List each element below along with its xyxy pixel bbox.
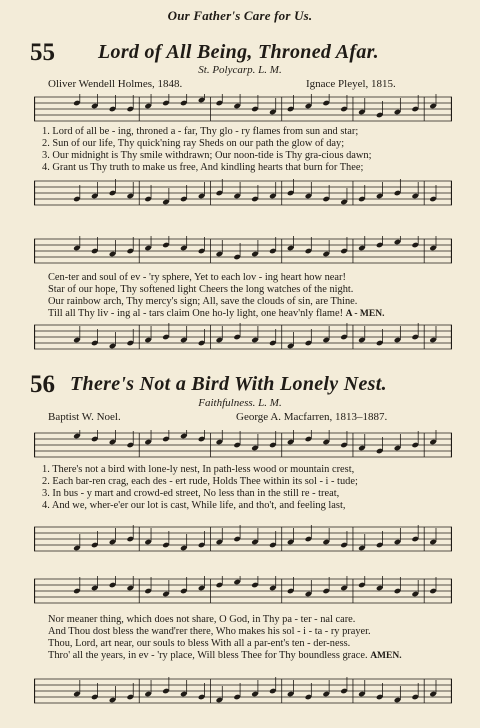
- music-note: [127, 683, 135, 700]
- music-note: [429, 326, 437, 343]
- music-note: [394, 326, 402, 343]
- music-note: [73, 430, 81, 439]
- music-note: [109, 332, 117, 349]
- music-note: [322, 240, 330, 257]
- music-note: [198, 430, 206, 442]
- hymn-number: 56: [30, 371, 55, 398]
- music-note: [73, 94, 81, 106]
- verse-line: Till all Thy liv - ing al - tars claim One ho-ly light, one heav'nly flame!: [48, 308, 344, 319]
- music-note: [305, 237, 313, 254]
- music-credit: George A. Macfarren, 1813–1887.: [236, 411, 388, 423]
- music-note: [127, 329, 135, 346]
- music-note: [358, 236, 366, 251]
- music-note: [91, 576, 99, 591]
- music-note: [269, 98, 277, 115]
- verse-line: 2. Each bar-ren crag, each des - ert rude, Holds Thee within its sol - i - tude;: [42, 476, 358, 487]
- music-note: [109, 179, 117, 196]
- hymn-number: 55: [30, 39, 55, 66]
- music-note: [269, 431, 277, 448]
- music-note: [287, 95, 295, 112]
- music-note: [216, 430, 224, 445]
- music-note: [233, 683, 241, 700]
- music-staff-treble: [34, 94, 452, 124]
- music-note: [358, 534, 366, 551]
- music-note: [127, 576, 135, 591]
- music-note: [233, 243, 241, 260]
- music-note: [127, 237, 135, 254]
- music-note: [394, 98, 402, 115]
- music-note: [394, 434, 402, 451]
- music-note: [251, 95, 259, 112]
- music-note: [376, 576, 384, 591]
- music-note: [411, 683, 419, 700]
- music-note: [287, 528, 295, 545]
- verse-line: Thro' all the years, in ev - 'ry place, Will bless Thee for Thy boundless grace.: [48, 650, 368, 661]
- music-note: [340, 323, 348, 340]
- music-staff-treble: [34, 236, 452, 266]
- music-note: [358, 326, 366, 343]
- music-note: [216, 94, 224, 106]
- music-note: [322, 577, 330, 594]
- music-note: [376, 329, 384, 346]
- music-note: [429, 94, 437, 109]
- music-note: [287, 680, 295, 697]
- music-staff-bass: [34, 524, 452, 554]
- music-note: [251, 680, 259, 697]
- music-note: [109, 528, 117, 545]
- music-note: [198, 329, 206, 346]
- music-note: [376, 437, 384, 454]
- music-note: [233, 323, 241, 340]
- music-note: [411, 182, 419, 199]
- music-note: [144, 185, 152, 202]
- music-note: [429, 680, 437, 697]
- music-note: [198, 576, 206, 591]
- music-note: [394, 179, 402, 196]
- words-credit: Baptist W. Noel.: [48, 411, 121, 423]
- music-note: [251, 434, 259, 451]
- music-note: [180, 430, 188, 439]
- music-note: [109, 686, 117, 703]
- music-note: [269, 576, 277, 591]
- music-note: [358, 680, 366, 697]
- music-note: [340, 431, 348, 448]
- verse-lyrics: [42, 126, 371, 174]
- music-note: [394, 577, 402, 594]
- music-note: [429, 185, 437, 202]
- music-note: [233, 94, 241, 109]
- music-note: [251, 326, 259, 343]
- music-note: [144, 236, 152, 251]
- music-note: [269, 677, 277, 694]
- verse-line: Cen-ter and soul of ev - 'ry sphere, Yet to each lov - ing heart how near!: [48, 272, 346, 283]
- music-note: [411, 431, 419, 448]
- verse-line: 2. Sun of our life, Thy quick'ning ray Sheds on our path the glow of day;: [42, 138, 345, 149]
- verse-line: Star of our hope, Thy softened light Cheers the long watches of the night.: [48, 284, 354, 295]
- music-note: [109, 240, 117, 257]
- music-note: [322, 528, 330, 545]
- music-note: [91, 237, 99, 254]
- music-note: [127, 182, 135, 199]
- music-note: [91, 683, 99, 700]
- music-note: [411, 525, 419, 542]
- music-note: [376, 531, 384, 548]
- words-credit: Oliver Wendell Holmes, 1848.: [48, 78, 183, 90]
- music-note: [216, 326, 224, 343]
- verse-line: Our rainbow arch, Thy mercy's sign; All, save the clouds of sin, are Thine.: [48, 296, 358, 307]
- verse-lyrics: [42, 464, 358, 512]
- music-note: [162, 580, 170, 597]
- music-note: [358, 98, 366, 115]
- running-head: Our Father's Care for Us.: [167, 8, 313, 23]
- music-note: [216, 528, 224, 545]
- music-staff-bass: [34, 676, 452, 706]
- music-note: [91, 94, 99, 109]
- music-note: [162, 188, 170, 205]
- music-note: [251, 576, 259, 588]
- verse-line: 4. And we, wher-e'er our lot is cast, While life, and tho't, and feeling last,: [42, 500, 346, 511]
- music-note: [91, 430, 99, 442]
- music-note: [144, 326, 152, 343]
- music-note: [73, 534, 81, 551]
- music-note: [376, 683, 384, 700]
- music-note: [376, 182, 384, 199]
- music-note: [429, 577, 437, 594]
- music-note: [162, 94, 170, 106]
- music-note: [269, 531, 277, 548]
- music-note: [180, 236, 188, 251]
- music-note: [429, 430, 437, 445]
- music-note: [394, 236, 402, 245]
- music-note: [322, 326, 330, 343]
- music-note: [340, 576, 348, 591]
- music-note: [305, 525, 313, 542]
- music-staff-bass: [34, 322, 452, 352]
- music-note: [180, 326, 188, 343]
- music-note: [287, 236, 295, 251]
- music-note: [91, 329, 99, 346]
- music-note: [411, 580, 419, 597]
- music-staff-treble: [34, 576, 452, 606]
- music-note: [394, 528, 402, 545]
- music-note: [216, 240, 224, 257]
- tune-name: Faithfulness. L. M.: [198, 397, 282, 409]
- music-note: [305, 94, 313, 109]
- music-note: [251, 240, 259, 257]
- music-note: [287, 577, 295, 594]
- tune-name: St. Polycarp. L. M.: [198, 64, 282, 76]
- music-note: [91, 531, 99, 548]
- music-note: [305, 430, 313, 442]
- amen-label: AMEN.: [370, 651, 402, 661]
- music-note: [162, 430, 170, 442]
- verse-line: 1. Lord of all be - ing, throned a - far, Thy glo - ry flames from sun and star;: [42, 126, 359, 137]
- verse-line: Nor meaner thing, which does not share, O God, in Thy pa - ter - nal care.: [48, 614, 356, 625]
- music-note: [358, 576, 366, 588]
- music-note: [144, 94, 152, 109]
- music-note: [144, 577, 152, 594]
- music-note: [198, 182, 206, 199]
- music-staff-bass: [34, 178, 452, 208]
- music-note: [305, 329, 313, 346]
- music-note: [127, 525, 135, 542]
- music-note: [269, 329, 277, 346]
- music-credit: Ignace Pleyel, 1815.: [306, 78, 396, 90]
- music-note: [322, 430, 330, 445]
- music-note: [73, 577, 81, 594]
- music-note: [269, 182, 277, 199]
- music-note: [233, 431, 241, 448]
- verse-line: 1. There's not a bird with lone-ly nest, In path-less wood or mountain crest,: [42, 464, 355, 475]
- music-note: [198, 237, 206, 254]
- hymn-title: Lord of All Being, Throned Afar.: [98, 41, 379, 63]
- verse-line: 3. In bus - y mart and crowd-ed street, No less than in the still re - treat,: [42, 488, 340, 499]
- music-note: [144, 430, 152, 445]
- music-note: [180, 534, 188, 551]
- music-note: [180, 680, 188, 697]
- music-note: [269, 237, 277, 254]
- music-note: [162, 323, 170, 340]
- music-note: [429, 528, 437, 545]
- verse-lyrics: [48, 272, 384, 320]
- music-note: [251, 528, 259, 545]
- music-note: [287, 332, 295, 349]
- music-note: [91, 182, 99, 199]
- music-note: [216, 179, 224, 196]
- music-note: [233, 576, 241, 585]
- music-note: [127, 95, 135, 112]
- music-note: [322, 94, 330, 106]
- music-note: [340, 677, 348, 694]
- music-note: [109, 430, 117, 445]
- music-note: [287, 179, 295, 196]
- music-note: [340, 95, 348, 112]
- music-note: [233, 525, 241, 542]
- music-note: [376, 236, 384, 248]
- amen-label: A - MEN.: [345, 309, 385, 319]
- music-note: [162, 677, 170, 694]
- verse-line: Thou, Lord, art near, our souls to bless With all a par-ent's ten - der-ness.: [48, 638, 351, 649]
- music-note: [73, 185, 81, 202]
- music-note: [198, 94, 206, 103]
- music-staff-treble: [34, 430, 452, 460]
- music-note: [305, 182, 313, 199]
- music-note: [162, 531, 170, 548]
- music-note: [180, 185, 188, 202]
- verse-line: 3. Our midnight is Thy smile withdrawn; Our noon-tide is Thy gra-cious dawn;: [42, 150, 372, 161]
- music-note: [216, 576, 224, 588]
- music-note: [340, 188, 348, 205]
- music-note: [144, 528, 152, 545]
- music-note: [411, 236, 419, 248]
- music-note: [216, 686, 224, 703]
- music-note: [198, 531, 206, 548]
- music-note: [305, 683, 313, 700]
- music-note: [358, 185, 366, 202]
- verse-line: And Thou dost bless the wand'rer there, Who makes his sol - i - ta - ry prayer.: [48, 626, 371, 637]
- music-note: [358, 434, 366, 451]
- music-note: [162, 236, 170, 248]
- music-note: [109, 95, 117, 112]
- music-note: [322, 185, 330, 202]
- music-note: [127, 431, 135, 448]
- music-note: [429, 236, 437, 251]
- music-note: [73, 236, 81, 251]
- verse-lyrics: [48, 614, 402, 662]
- hymn-title: There's Not a Bird With Lonely Nest.: [70, 373, 387, 395]
- music-note: [411, 323, 419, 340]
- music-note: [198, 683, 206, 700]
- music-note: [340, 237, 348, 254]
- verse-line: 4. Grant us Thy truth to make us free, And kindling hearts that burn for Thee;: [42, 162, 364, 173]
- music-note: [394, 686, 402, 703]
- music-note: [233, 182, 241, 199]
- music-note: [287, 430, 295, 445]
- music-note: [180, 577, 188, 594]
- music-note: [376, 101, 384, 118]
- music-note: [305, 580, 313, 597]
- music-note: [144, 680, 152, 697]
- music-note: [251, 185, 259, 202]
- music-note: [340, 531, 348, 548]
- music-note: [411, 95, 419, 112]
- music-note: [109, 576, 117, 588]
- music-note: [180, 94, 188, 106]
- music-note: [73, 326, 81, 343]
- music-note: [322, 680, 330, 697]
- music-note: [73, 680, 81, 697]
